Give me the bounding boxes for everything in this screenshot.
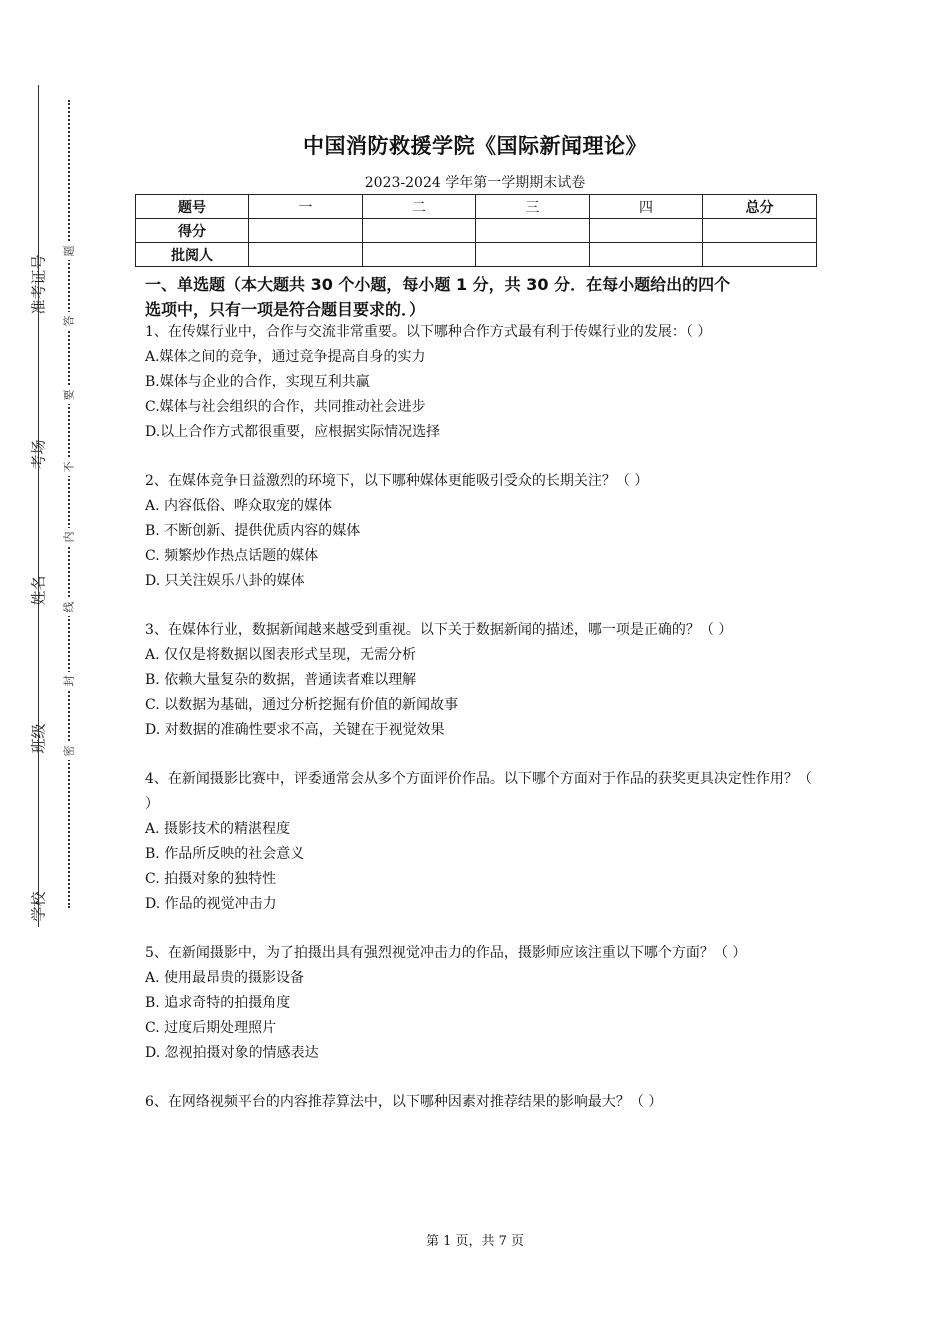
grader-row-label: 批阅人 (136, 243, 249, 267)
school-label: 学校 (29, 890, 48, 922)
option-c: C. 频繁炒作热点话题的媒体 (145, 548, 319, 564)
option-b: B.媒体与企业的合作，实现互利共赢 (145, 374, 370, 390)
option-c: C.媒体与社会组织的合作，共同推动社会进步 (145, 399, 426, 415)
grader-cell[interactable] (249, 243, 363, 267)
warning-char: 不 (59, 458, 77, 476)
score-table-header-cell: 一 (249, 195, 363, 219)
score-table-header-cell: 二 (363, 195, 476, 219)
warning-char: 封 (59, 672, 77, 690)
section-heading-line: 选项中，只有一项是符合题目要求的．） (145, 300, 426, 319)
warning-char: 题 (59, 242, 77, 260)
score-cell[interactable] (590, 219, 703, 243)
option-d: D. 作品的视觉冲击力 (145, 896, 277, 912)
question-1 (145, 320, 817, 445)
question-stem: 3、在媒体行业，数据新闻越来越受到重视。以下关于数据新闻的描述，哪一项是正确的？（ ） (145, 622, 733, 638)
option-a: A. 摄影技术的精湛程度 (145, 821, 291, 837)
score-table-header-cell: 总分 (703, 195, 817, 219)
warning-char: 密 (59, 742, 77, 760)
name-label: 姓名 (29, 574, 48, 606)
score-row-label: 得分 (136, 219, 249, 243)
question-stem: 2、在媒体竞争日益激烈的环境下，以下哪种媒体更能吸引受众的长期关注？（ ） (145, 473, 649, 489)
option-a: A. 仅仅是将数据以图表形式呈现，无需分析 (145, 647, 417, 663)
question-stem: 4、在新闻摄影比赛中，评委通常会从多个方面评价作品。以下哪个方面对于作品的获奖更具决定性作用？（ ） (145, 771, 812, 812)
binding-solid-line (38, 85, 39, 927)
score-table-header-cell: 题号 (136, 195, 249, 219)
question-5 (145, 941, 817, 1066)
exam-title: 中国消防救援学院《国际新闻理论》 (303, 134, 647, 158)
grader-cell[interactable] (363, 243, 476, 267)
warning-char: 答 (59, 312, 77, 330)
score-row (136, 219, 817, 243)
option-b: B. 追求奇特的拍摄角度 (145, 995, 291, 1011)
warning-char: 要 (59, 386, 77, 404)
grader-cell[interactable] (476, 243, 590, 267)
option-d: D. 忽视拍摄对象的情感表达 (145, 1045, 319, 1061)
option-d: D.以上合作方式都很重要，应根据实际情况选择 (145, 424, 441, 440)
question-2 (145, 469, 817, 594)
option-c: C. 拍摄对象的独特性 (145, 871, 277, 887)
option-d: D. 只关注娱乐八卦的媒体 (145, 573, 305, 589)
question-6 (145, 1090, 817, 1115)
grader-cell[interactable] (703, 243, 817, 267)
exam-number-label: 准考证号 (29, 253, 48, 315)
score-table (135, 194, 817, 267)
class-label: 班级 (29, 722, 48, 754)
option-b: B. 作品所反映的社会意义 (145, 846, 305, 862)
warning-char: 线 (59, 598, 77, 616)
score-cell[interactable] (249, 219, 363, 243)
score-table-header-cell: 四 (590, 195, 703, 219)
option-c: C. 过度后期处理照片 (145, 1020, 277, 1036)
option-d: D. 对数据的准确性要求不高，关键在于视觉效果 (145, 722, 445, 738)
score-cell[interactable] (363, 219, 476, 243)
option-a: A. 使用最昂贵的摄影设备 (145, 970, 305, 986)
option-b: B. 依赖大量复杂的数据，普通读者难以理解 (145, 672, 417, 688)
grader-cell[interactable] (590, 243, 703, 267)
section-heading (145, 272, 815, 322)
exam-room-label: 考场 (29, 438, 48, 470)
score-cell[interactable] (476, 219, 590, 243)
option-a: A.媒体之间的竞争，通过竞争提高自身的实力 (145, 349, 426, 365)
option-b: B. 不断创新、提供优质内容的媒体 (145, 523, 361, 539)
question-list (145, 320, 817, 1139)
question-stem: 5、在新闻摄影中，为了拍摄出具有强烈视觉冲击力的作品，摄影师应该注重以下哪个方面？（ ） (145, 945, 747, 961)
option-a: A. 内容低俗、哗众取宠的媒体 (145, 498, 333, 514)
binding-dotted-line (68, 100, 70, 908)
section-heading-line: 一、单选题（本大题共 30 个小题，每小题 1 分，共 30 分．在每小题给出的四个 (145, 275, 731, 294)
question-stem: 6、在网络视频平台的内容推荐算法中，以下哪种因素对推荐结果的影响最大？（ ） (145, 1094, 663, 1110)
score-table-header-row (136, 195, 817, 219)
page-number: 第 1 页，共 7 页 (425, 1234, 525, 1249)
score-table-header-cell: 三 (476, 195, 590, 219)
option-c: C. 以数据为基础，通过分析挖掘有价值的新闻故事 (145, 697, 459, 713)
question-4 (145, 767, 817, 917)
question-stem: 1、在传媒行业中，合作与交流非常重要。以下哪种合作方式最有利于传媒行业的发展：（ ） (145, 324, 712, 340)
question-3 (145, 618, 817, 743)
score-cell[interactable] (703, 219, 817, 243)
warning-char: 内 (59, 528, 77, 546)
grader-row (136, 243, 817, 267)
exam-subtitle: 2023-2024 学年第一学期期末试卷 (364, 175, 586, 191)
